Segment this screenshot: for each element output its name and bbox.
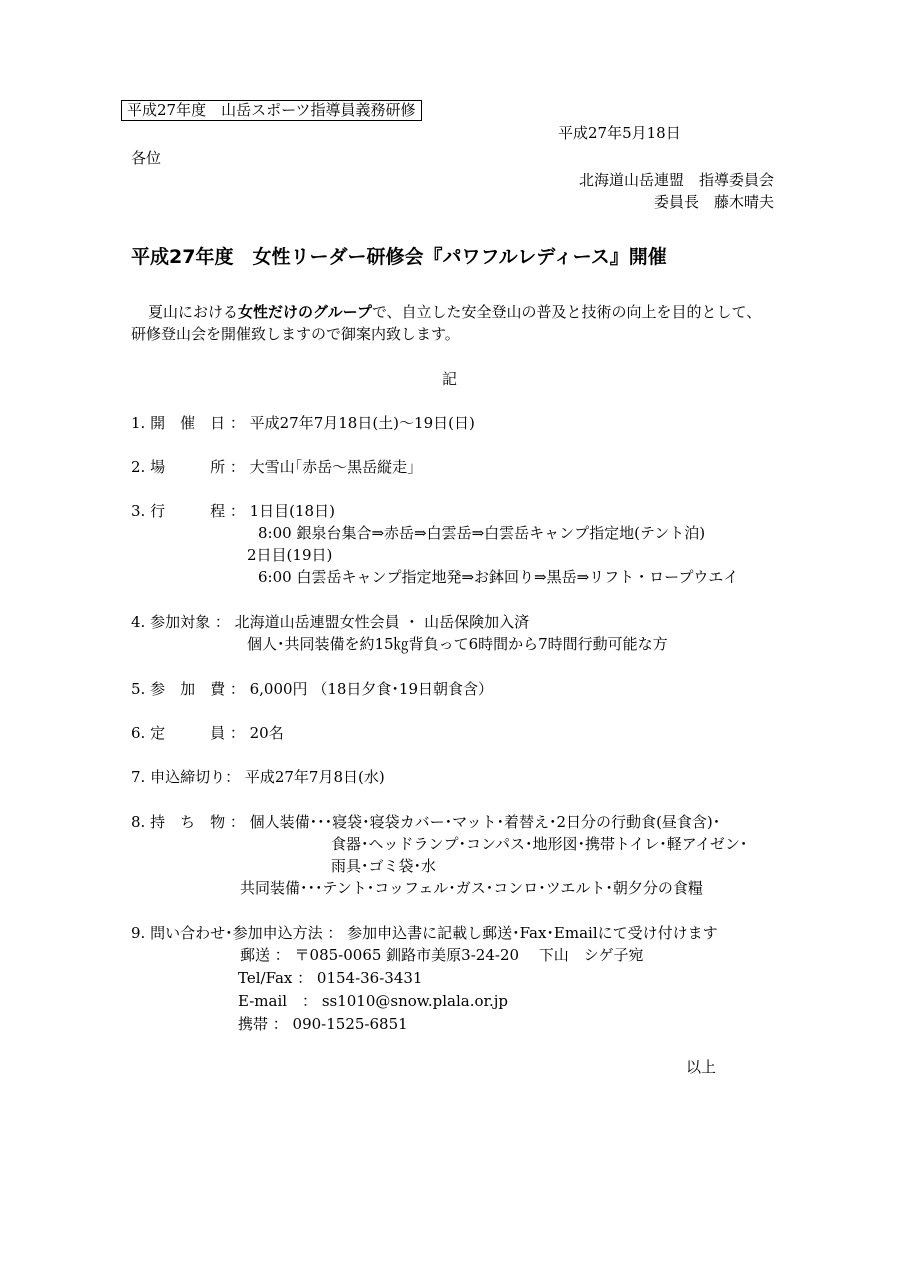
item-place: 2. 場 所 ： 大雪山｢赤岳～黒岳縦走｣: [131, 458, 415, 476]
belongings-line-2: 食器･ヘッドランプ･コンパス･地形図･携帯トイレ･軽アイゼン･: [331, 835, 748, 853]
eligibility-detail: 個人･共同装備を約15㎏背負って6時間から7時間行動可能な方: [247, 635, 668, 653]
belongings-line-3: 雨具･ゴミ袋･水: [331, 857, 437, 875]
training-label-box: 平成27年度 山岳スポーツ指導員義務研修: [121, 100, 422, 121]
closing: 以上: [686, 1058, 717, 1076]
item-fee: 5. 参 加 費 ： 6,000円 （18日夕食･19日朝食含）: [131, 680, 494, 698]
schedule-day2-label: 2日目(19日): [247, 546, 333, 564]
item-eligibility: 4. 参加対象 ： 北海道山岳連盟女性会員 ・ 山岳保険加入済: [131, 613, 530, 631]
intro-line-2: 研修登山会を開催致しますので御案内致します。: [131, 325, 460, 343]
intro-emphasis: 女性だけのグループ: [238, 303, 372, 321]
contact-tel-fax: Tel/Fax ： 0154-36-3431: [238, 969, 423, 987]
schedule-day1: 8:00 銀泉台集合⇒赤岳⇒白雲岳⇒白雲岳キャンプ指定地(テント泊): [258, 524, 706, 542]
intro-pre: 夏山における: [148, 303, 239, 321]
schedule-day2: 6:00 白雲岳キャンプ指定地発⇒お鉢回り⇒黒岳⇒リフト・ロープウエイ: [258, 568, 739, 586]
ki-heading: 記: [442, 370, 458, 388]
item-contact: 9. 問い合わせ･参加申込方法 ： 参加申込書に記載し郵送･Fax･Emailにて受け付けます: [131, 924, 718, 942]
item-capacity: 6. 定 員 ： 20名: [131, 724, 284, 742]
item-date: 1. 開 催 日 ： 平成27年7月18日(土)～19日(日): [131, 414, 475, 432]
item-belongings: 8. 持 ち 物 ： 個人装備･･･寝袋･寝袋カバー･マット･着替え･2日分の行動食(昼食含)･: [131, 813, 721, 831]
addressee: 各位: [131, 149, 162, 167]
sender-name: 委員長 藤木晴夫: [653, 193, 774, 211]
intro-line-1: [148, 302, 761, 322]
page-title: 平成27年度 女性リーダー研修会『パワフルレディース』開催: [131, 246, 667, 268]
contact-mobile: 携帯 ： 090-1525-6851: [238, 1015, 408, 1033]
contact-post: 郵送 ： 〒085-0065 釧路市美原3-24-20 下山 シゲ子宛: [240, 946, 644, 964]
contact-email: E-mail ： ss1010@snow.plala.or.jp: [238, 992, 509, 1010]
item-deadline: 7. 申込締切り： 平成27年7月8日(水): [131, 768, 385, 786]
shared-equipment: 共同装備･･･テント･コッフェル･ガス･コンロ･ツエルト･朝夕分の食糧: [240, 879, 703, 897]
sender-organization: 北海道山岳連盟 指導委員会: [578, 171, 774, 189]
item-schedule: 3. 行 程 ： 1日目(18日): [131, 502, 335, 520]
issue-date: 平成27年5月18日: [558, 124, 681, 142]
intro-post: で、自立した安全登山の普及と技術の向上を目的として、: [371, 303, 762, 321]
